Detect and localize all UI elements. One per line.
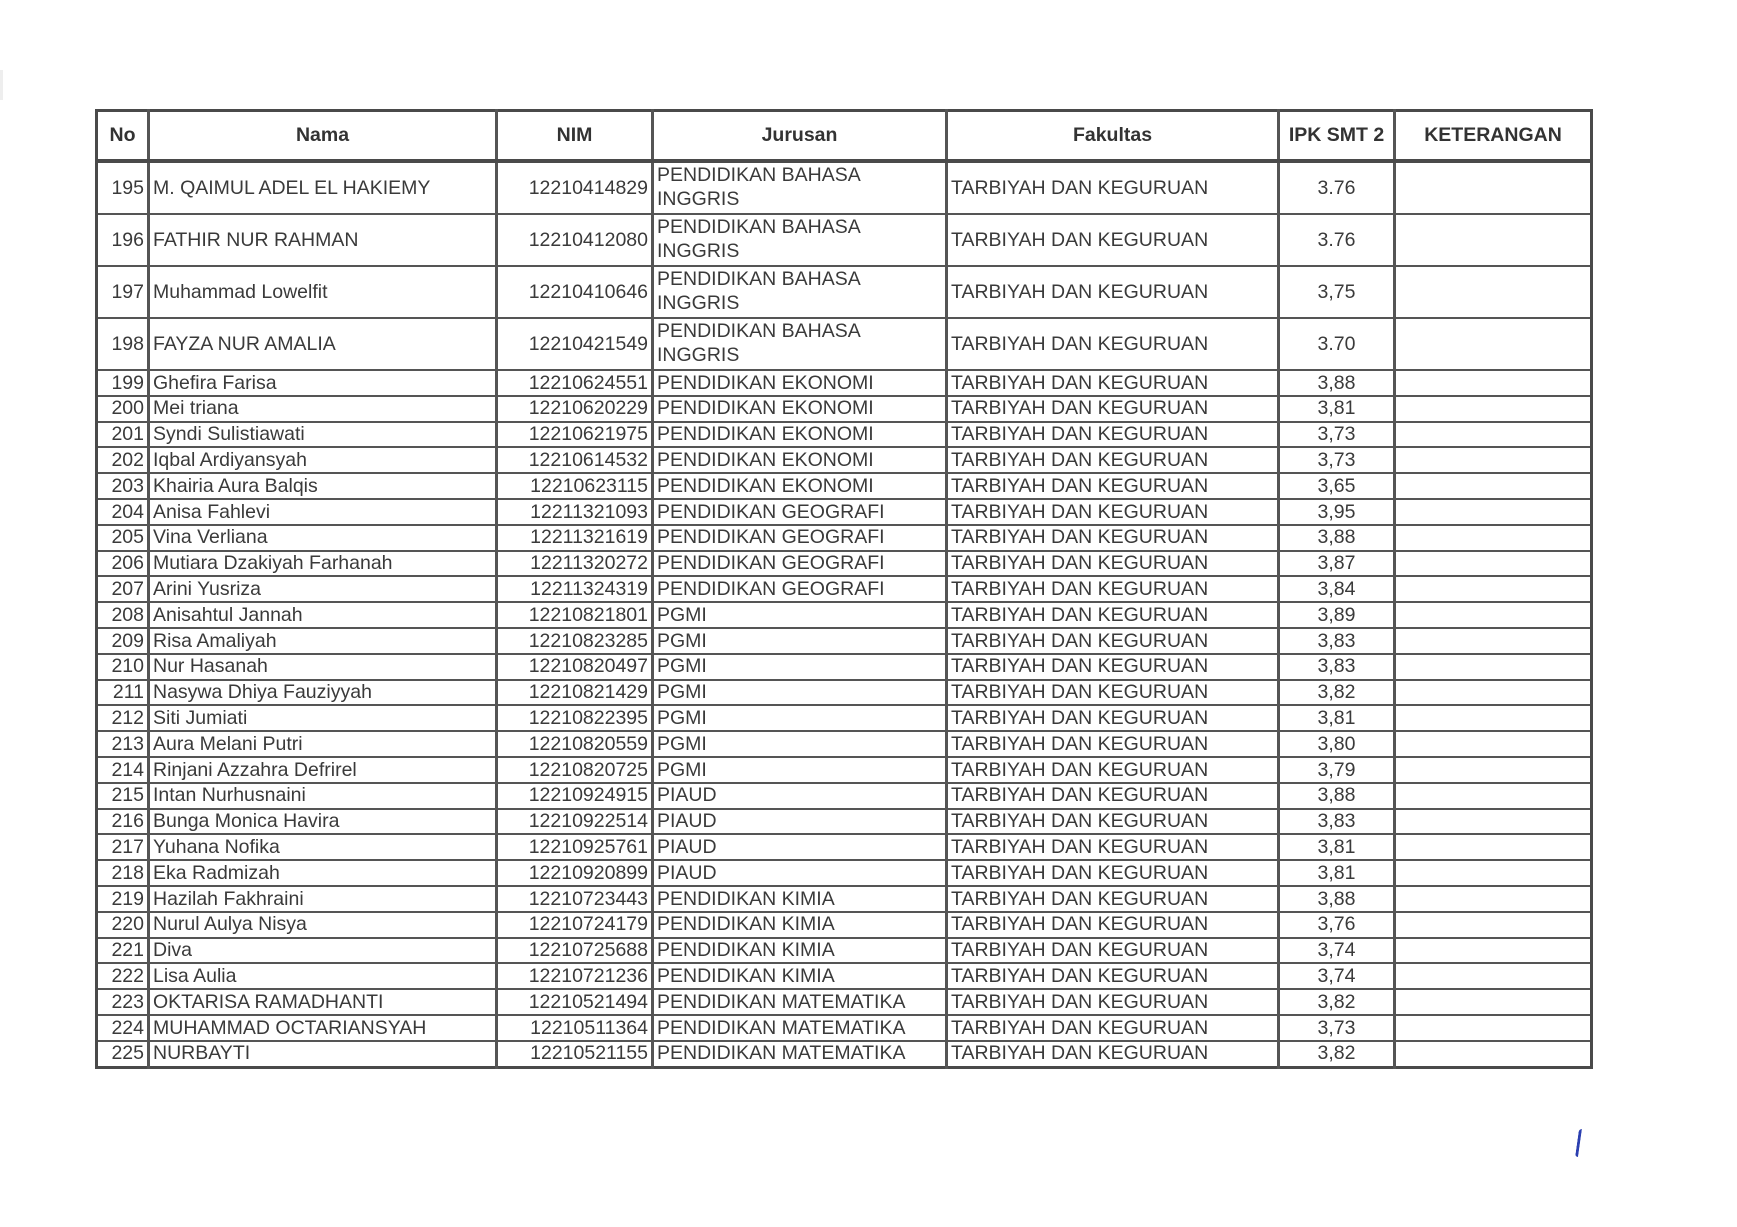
cell-keterangan bbox=[1395, 705, 1592, 731]
cell-nim: 12210621975 bbox=[497, 422, 653, 448]
cell-fakultas: TARBIYAH DAN KEGURUAN bbox=[947, 628, 1279, 654]
cell-fakultas: TARBIYAH DAN KEGURUAN bbox=[947, 422, 1279, 448]
cell-keterangan bbox=[1395, 680, 1592, 706]
cell-fakultas: TARBIYAH DAN KEGURUAN bbox=[947, 938, 1279, 964]
cell-nim: 12210920899 bbox=[497, 860, 653, 886]
table-row bbox=[97, 1015, 1592, 1041]
student-gpa-table bbox=[95, 109, 1593, 1069]
cell-ipk: 3.76 bbox=[1279, 214, 1395, 266]
cell-keterangan bbox=[1395, 834, 1592, 860]
cell-nama: Mei triana bbox=[149, 396, 497, 422]
cell-ipk: 3,83 bbox=[1279, 809, 1395, 835]
cell-no: 220 bbox=[97, 912, 149, 938]
cell-jurusan: PENDIDIKAN MATEMATIKA bbox=[653, 1041, 947, 1067]
cell-fakultas: TARBIYAH DAN KEGURUAN bbox=[947, 602, 1279, 628]
table-row bbox=[97, 161, 1592, 214]
cell-nama: Nurul Aulya Nisya bbox=[149, 912, 497, 938]
cell-ipk: 3,83 bbox=[1279, 628, 1395, 654]
cell-nama: Eka Radmizah bbox=[149, 860, 497, 886]
table-row bbox=[97, 628, 1592, 654]
cell-jurusan: PGMI bbox=[653, 628, 947, 654]
table-row bbox=[97, 809, 1592, 835]
table-row bbox=[97, 214, 1592, 266]
cell-nim: 12210820497 bbox=[497, 654, 653, 680]
cell-keterangan bbox=[1395, 783, 1592, 809]
cell-fakultas: TARBIYAH DAN KEGURUAN bbox=[947, 912, 1279, 938]
cell-ipk: 3,82 bbox=[1279, 1041, 1395, 1067]
table-row bbox=[97, 499, 1592, 525]
cell-nama: Diva bbox=[149, 938, 497, 964]
cell-fakultas: TARBIYAH DAN KEGURUAN bbox=[947, 473, 1279, 499]
cell-nim: 12210620229 bbox=[497, 396, 653, 422]
cell-nim: 12210410646 bbox=[497, 266, 653, 318]
cell-keterangan bbox=[1395, 551, 1592, 577]
cell-keterangan bbox=[1395, 499, 1592, 525]
cell-jurusan: PENDIDIKAN KIMIA bbox=[653, 963, 947, 989]
cell-keterangan bbox=[1395, 602, 1592, 628]
cell-nim: 12210412080 bbox=[497, 214, 653, 266]
table-row bbox=[97, 266, 1592, 318]
cell-jurusan: PENDIDIKAN GEOGRAFI bbox=[653, 576, 947, 602]
cell-keterangan bbox=[1395, 161, 1592, 214]
cell-nim: 12210821429 bbox=[497, 680, 653, 706]
table-row bbox=[97, 783, 1592, 809]
cell-nim: 12211324319 bbox=[497, 576, 653, 602]
cell-jurusan: PGMI bbox=[653, 757, 947, 783]
cell-ipk: 3,88 bbox=[1279, 370, 1395, 396]
cell-keterangan bbox=[1395, 370, 1592, 396]
cell-fakultas: TARBIYAH DAN KEGURUAN bbox=[947, 551, 1279, 577]
cell-nim: 12210511364 bbox=[497, 1015, 653, 1041]
cell-nim: 12211320272 bbox=[497, 551, 653, 577]
cell-fakultas: TARBIYAH DAN KEGURUAN bbox=[947, 370, 1279, 396]
cell-nama: Bunga Monica Havira bbox=[149, 809, 497, 835]
cell-nama: Ghefira Farisa bbox=[149, 370, 497, 396]
cell-ipk: 3,95 bbox=[1279, 499, 1395, 525]
cell-no: 207 bbox=[97, 576, 149, 602]
cell-keterangan bbox=[1395, 396, 1592, 422]
cell-keterangan bbox=[1395, 422, 1592, 448]
cell-fakultas: TARBIYAH DAN KEGURUAN bbox=[947, 963, 1279, 989]
cell-keterangan bbox=[1395, 912, 1592, 938]
cell-nama: Anisahtul Jannah bbox=[149, 602, 497, 628]
table-body bbox=[97, 161, 1592, 1067]
cell-fakultas: TARBIYAH DAN KEGURUAN bbox=[947, 731, 1279, 757]
pen-mark-icon bbox=[1575, 1129, 1588, 1157]
cell-nama: Aura Melani Putri bbox=[149, 731, 497, 757]
cell-ipk: 3,76 bbox=[1279, 912, 1395, 938]
cell-ipk: 3,73 bbox=[1279, 422, 1395, 448]
table-row bbox=[97, 525, 1592, 551]
cell-nim: 12210820559 bbox=[497, 731, 653, 757]
cell-jurusan: PENDIDIKAN GEOGRAFI bbox=[653, 499, 947, 525]
cell-ipk: 3,80 bbox=[1279, 731, 1395, 757]
cell-no: 196 bbox=[97, 214, 149, 266]
cell-keterangan bbox=[1395, 525, 1592, 551]
table-row bbox=[97, 422, 1592, 448]
cell-jurusan: PGMI bbox=[653, 602, 947, 628]
cell-no: 198 bbox=[97, 318, 149, 370]
cell-jurusan: PGMI bbox=[653, 654, 947, 680]
table-row bbox=[97, 576, 1592, 602]
cell-keterangan bbox=[1395, 938, 1592, 964]
cell-ipk: 3,81 bbox=[1279, 860, 1395, 886]
cell-nama: FAYZA NUR AMALIA bbox=[149, 318, 497, 370]
cell-no: 219 bbox=[97, 886, 149, 912]
cell-nim: 12210723443 bbox=[497, 886, 653, 912]
cell-ipk: 3,75 bbox=[1279, 266, 1395, 318]
cell-keterangan bbox=[1395, 214, 1592, 266]
table-row bbox=[97, 989, 1592, 1015]
cell-nama: Muhammad Lowelfit bbox=[149, 266, 497, 318]
cell-ipk: 3.76 bbox=[1279, 161, 1395, 214]
cell-jurusan: PENDIDIKAN BAHASA INGGRIS bbox=[653, 214, 947, 266]
cell-nama: Syndi Sulistiawati bbox=[149, 422, 497, 448]
cell-nama: Lisa Aulia bbox=[149, 963, 497, 989]
cell-fakultas: TARBIYAH DAN KEGURUAN bbox=[947, 266, 1279, 318]
cell-nama: Intan Nurhusnaini bbox=[149, 783, 497, 809]
cell-nim: 12210623115 bbox=[497, 473, 653, 499]
cell-no: 209 bbox=[97, 628, 149, 654]
cell-no: 216 bbox=[97, 809, 149, 835]
cell-nim: 12210721236 bbox=[497, 963, 653, 989]
cell-no: 222 bbox=[97, 963, 149, 989]
cell-no: 208 bbox=[97, 602, 149, 628]
cell-keterangan bbox=[1395, 654, 1592, 680]
cell-keterangan bbox=[1395, 447, 1592, 473]
cell-fakultas: TARBIYAH DAN KEGURUAN bbox=[947, 1015, 1279, 1041]
cell-no: 201 bbox=[97, 422, 149, 448]
cell-no: 212 bbox=[97, 705, 149, 731]
cell-keterangan bbox=[1395, 757, 1592, 783]
cell-nama: Rinjani Azzahra Defrirel bbox=[149, 757, 497, 783]
cell-nim: 12211321619 bbox=[497, 525, 653, 551]
cell-ipk: 3,88 bbox=[1279, 525, 1395, 551]
cell-ipk: 3,83 bbox=[1279, 654, 1395, 680]
cell-fakultas: TARBIYAH DAN KEGURUAN bbox=[947, 525, 1279, 551]
table-row bbox=[97, 860, 1592, 886]
cell-nim: 12210421549 bbox=[497, 318, 653, 370]
cell-no: 221 bbox=[97, 938, 149, 964]
table-row bbox=[97, 551, 1592, 577]
cell-no: 204 bbox=[97, 499, 149, 525]
cell-jurusan: PENDIDIKAN EKONOMI bbox=[653, 396, 947, 422]
cell-keterangan bbox=[1395, 473, 1592, 499]
cell-ipk: 3,73 bbox=[1279, 1015, 1395, 1041]
cell-keterangan bbox=[1395, 1015, 1592, 1041]
cell-jurusan: PIAUD bbox=[653, 860, 947, 886]
cell-ipk: 3,88 bbox=[1279, 783, 1395, 809]
cell-jurusan: PGMI bbox=[653, 705, 947, 731]
cell-fakultas: TARBIYAH DAN KEGURUAN bbox=[947, 834, 1279, 860]
cell-keterangan bbox=[1395, 989, 1592, 1015]
cell-ipk: 3,74 bbox=[1279, 963, 1395, 989]
cell-nama: Risa Amaliyah bbox=[149, 628, 497, 654]
cell-ipk: 3,74 bbox=[1279, 938, 1395, 964]
cell-no: 199 bbox=[97, 370, 149, 396]
table-row bbox=[97, 963, 1592, 989]
cell-ipk: 3,87 bbox=[1279, 551, 1395, 577]
cell-jurusan: PENDIDIKAN GEOGRAFI bbox=[653, 525, 947, 551]
cell-ipk: 3,84 bbox=[1279, 576, 1395, 602]
table-header bbox=[97, 111, 1592, 162]
cell-nama: Mutiara Dzakiyah Farhanah bbox=[149, 551, 497, 577]
cell-no: 195 bbox=[97, 161, 149, 214]
cell-fakultas: TARBIYAH DAN KEGURUAN bbox=[947, 886, 1279, 912]
cell-jurusan: PGMI bbox=[653, 731, 947, 757]
cell-jurusan: PENDIDIKAN BAHASA INGGRIS bbox=[653, 318, 947, 370]
cell-jurusan: PENDIDIKAN KIMIA bbox=[653, 886, 947, 912]
cell-fakultas: TARBIYAH DAN KEGURUAN bbox=[947, 576, 1279, 602]
cell-nama: Vina Verliana bbox=[149, 525, 497, 551]
cell-nama: Yuhana Nofika bbox=[149, 834, 497, 860]
cell-no: 224 bbox=[97, 1015, 149, 1041]
cell-jurusan: PENDIDIKAN KIMIA bbox=[653, 938, 947, 964]
cell-keterangan bbox=[1395, 266, 1592, 318]
cell-ipk: 3,79 bbox=[1279, 757, 1395, 783]
cell-keterangan bbox=[1395, 809, 1592, 835]
cell-nim: 12210823285 bbox=[497, 628, 653, 654]
cell-no: 217 bbox=[97, 834, 149, 860]
cell-no: 211 bbox=[97, 680, 149, 706]
cell-nim: 12210521155 bbox=[497, 1041, 653, 1067]
cell-fakultas: TARBIYAH DAN KEGURUAN bbox=[947, 680, 1279, 706]
cell-fakultas: TARBIYAH DAN KEGURUAN bbox=[947, 783, 1279, 809]
table-row bbox=[97, 938, 1592, 964]
cell-nim: 12210922514 bbox=[497, 809, 653, 835]
header-fakultas: Fakultas bbox=[947, 111, 1279, 162]
cell-keterangan bbox=[1395, 860, 1592, 886]
cell-jurusan: PENDIDIKAN EKONOMI bbox=[653, 370, 947, 396]
cell-nim: 12210925761 bbox=[497, 834, 653, 860]
cell-jurusan: PIAUD bbox=[653, 809, 947, 835]
cell-ipk: 3,82 bbox=[1279, 989, 1395, 1015]
cell-fakultas: TARBIYAH DAN KEGURUAN bbox=[947, 447, 1279, 473]
cell-fakultas: TARBIYAH DAN KEGURUAN bbox=[947, 161, 1279, 214]
cell-keterangan bbox=[1395, 318, 1592, 370]
cell-jurusan: PIAUD bbox=[653, 834, 947, 860]
cell-fakultas: TARBIYAH DAN KEGURUAN bbox=[947, 809, 1279, 835]
cell-keterangan bbox=[1395, 1041, 1592, 1067]
cell-nama: FATHIR NUR RAHMAN bbox=[149, 214, 497, 266]
header-jurusan: Jurusan bbox=[653, 111, 947, 162]
cell-nama: MUHAMMAD OCTARIANSYAH bbox=[149, 1015, 497, 1041]
cell-no: 225 bbox=[97, 1041, 149, 1067]
cell-keterangan bbox=[1395, 576, 1592, 602]
cell-nama: Siti Jumiati bbox=[149, 705, 497, 731]
header-ipk-smt-2: IPK SMT 2 bbox=[1279, 111, 1395, 162]
cell-fakultas: TARBIYAH DAN KEGURUAN bbox=[947, 214, 1279, 266]
cell-ipk: 3,81 bbox=[1279, 705, 1395, 731]
cell-nim: 12210822395 bbox=[497, 705, 653, 731]
cell-nama: Nur Hasanah bbox=[149, 654, 497, 680]
cell-nama: Hazilah Fakhraini bbox=[149, 886, 497, 912]
cell-nim: 12210924915 bbox=[497, 783, 653, 809]
cell-ipk: 3,81 bbox=[1279, 834, 1395, 860]
cell-nama: Arini Yusriza bbox=[149, 576, 497, 602]
cell-ipk: 3,89 bbox=[1279, 602, 1395, 628]
cell-nim: 12210614532 bbox=[497, 447, 653, 473]
cell-no: 202 bbox=[97, 447, 149, 473]
header-nama: Nama bbox=[149, 111, 497, 162]
cell-nama: Anisa Fahlevi bbox=[149, 499, 497, 525]
table-row bbox=[97, 473, 1592, 499]
cell-no: 197 bbox=[97, 266, 149, 318]
cell-ipk: 3,65 bbox=[1279, 473, 1395, 499]
cell-ipk: 3,88 bbox=[1279, 886, 1395, 912]
cell-fakultas: TARBIYAH DAN KEGURUAN bbox=[947, 396, 1279, 422]
cell-no: 206 bbox=[97, 551, 149, 577]
table-row bbox=[97, 396, 1592, 422]
cell-fakultas: TARBIYAH DAN KEGURUAN bbox=[947, 318, 1279, 370]
cell-jurusan: PENDIDIKAN EKONOMI bbox=[653, 447, 947, 473]
table-row bbox=[97, 1041, 1592, 1067]
cell-nama: Nasywa Dhiya Fauziyyah bbox=[149, 680, 497, 706]
cell-nim: 12210821801 bbox=[497, 602, 653, 628]
cell-fakultas: TARBIYAH DAN KEGURUAN bbox=[947, 989, 1279, 1015]
cell-keterangan bbox=[1395, 886, 1592, 912]
table-row bbox=[97, 680, 1592, 706]
scan-edge-artifact bbox=[0, 70, 3, 100]
cell-jurusan: PENDIDIKAN EKONOMI bbox=[653, 422, 947, 448]
cell-jurusan: PENDIDIKAN BAHASA INGGRIS bbox=[653, 161, 947, 214]
cell-no: 214 bbox=[97, 757, 149, 783]
cell-ipk: 3,82 bbox=[1279, 680, 1395, 706]
cell-ipk: 3,81 bbox=[1279, 396, 1395, 422]
table-row bbox=[97, 705, 1592, 731]
cell-jurusan: PGMI bbox=[653, 680, 947, 706]
cell-nama: Iqbal Ardiyansyah bbox=[149, 447, 497, 473]
cell-no: 218 bbox=[97, 860, 149, 886]
cell-fakultas: TARBIYAH DAN KEGURUAN bbox=[947, 705, 1279, 731]
table-row bbox=[97, 318, 1592, 370]
cell-nim: 12210725688 bbox=[497, 938, 653, 964]
cell-nama: Khairia Aura Balqis bbox=[149, 473, 497, 499]
table-row bbox=[97, 757, 1592, 783]
cell-jurusan: PENDIDIKAN GEOGRAFI bbox=[653, 551, 947, 577]
cell-nama: NURBAYTI bbox=[149, 1041, 497, 1067]
cell-keterangan bbox=[1395, 731, 1592, 757]
header-row bbox=[97, 111, 1592, 162]
cell-fakultas: TARBIYAH DAN KEGURUAN bbox=[947, 1041, 1279, 1067]
cell-nim: 12210414829 bbox=[497, 161, 653, 214]
table-row bbox=[97, 886, 1592, 912]
table-row bbox=[97, 834, 1592, 860]
cell-keterangan bbox=[1395, 963, 1592, 989]
cell-fakultas: TARBIYAH DAN KEGURUAN bbox=[947, 654, 1279, 680]
header-no: No bbox=[97, 111, 149, 162]
cell-fakultas: TARBIYAH DAN KEGURUAN bbox=[947, 860, 1279, 886]
cell-no: 203 bbox=[97, 473, 149, 499]
cell-no: 223 bbox=[97, 989, 149, 1015]
table-row bbox=[97, 447, 1592, 473]
cell-fakultas: TARBIYAH DAN KEGURUAN bbox=[947, 757, 1279, 783]
table-row bbox=[97, 912, 1592, 938]
cell-nim: 12210820725 bbox=[497, 757, 653, 783]
table-row bbox=[97, 602, 1592, 628]
table-row bbox=[97, 731, 1592, 757]
cell-jurusan: PENDIDIKAN EKONOMI bbox=[653, 473, 947, 499]
cell-no: 213 bbox=[97, 731, 149, 757]
cell-nama: OKTARISA RAMADHANTI bbox=[149, 989, 497, 1015]
cell-ipk: 3.70 bbox=[1279, 318, 1395, 370]
cell-no: 200 bbox=[97, 396, 149, 422]
cell-no: 215 bbox=[97, 783, 149, 809]
cell-nama: M. QAIMUL ADEL EL HAKIEMY bbox=[149, 161, 497, 214]
table-row bbox=[97, 654, 1592, 680]
cell-nim: 12210624551 bbox=[497, 370, 653, 396]
cell-nim: 12210521494 bbox=[497, 989, 653, 1015]
cell-fakultas: TARBIYAH DAN KEGURUAN bbox=[947, 499, 1279, 525]
cell-no: 205 bbox=[97, 525, 149, 551]
cell-ipk: 3,73 bbox=[1279, 447, 1395, 473]
cell-keterangan bbox=[1395, 628, 1592, 654]
header-keterangan: KETERANGAN bbox=[1395, 111, 1592, 162]
cell-nim: 12211321093 bbox=[497, 499, 653, 525]
header-nim: NIM bbox=[497, 111, 653, 162]
cell-nim: 12210724179 bbox=[497, 912, 653, 938]
cell-jurusan: PENDIDIKAN KIMIA bbox=[653, 912, 947, 938]
table-row bbox=[97, 370, 1592, 396]
cell-jurusan: PENDIDIKAN MATEMATIKA bbox=[653, 1015, 947, 1041]
cell-jurusan: PENDIDIKAN MATEMATIKA bbox=[653, 989, 947, 1015]
cell-jurusan: PIAUD bbox=[653, 783, 947, 809]
cell-no: 210 bbox=[97, 654, 149, 680]
cell-jurusan: PENDIDIKAN BAHASA INGGRIS bbox=[653, 266, 947, 318]
